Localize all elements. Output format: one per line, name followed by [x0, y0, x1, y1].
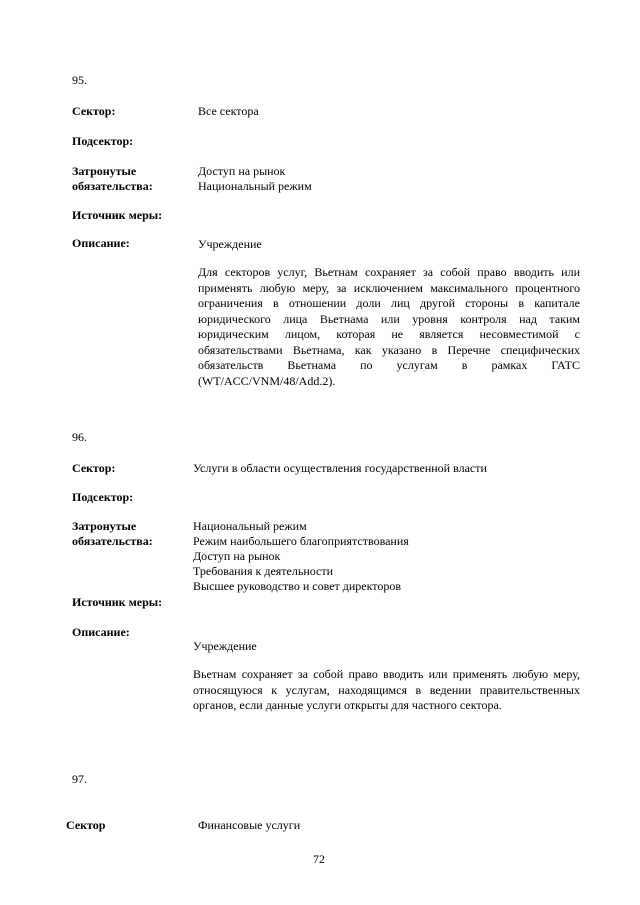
entry-number: 97. [72, 772, 87, 786]
description-label: Описание: [72, 236, 130, 250]
obligations-list [193, 519, 409, 594]
obligation-item: Национальный режим [193, 519, 307, 533]
obligation-item: Доступ на рынок [193, 549, 281, 563]
sector-label: Сектор: [72, 104, 116, 118]
sector-label: Сектор: [72, 461, 116, 475]
sector-value: Все сектора [198, 104, 259, 118]
description-text: Вьетнам сохраняет за собой право вводить или применять любую меру, относящуюся к услугам, находящимся в ведении правительственных органов, если данные услуги открыты для частного сектора. [193, 667, 580, 712]
description-title: Учреждение [198, 237, 262, 251]
obligation-item: Высшее руководство и совет директоров [193, 579, 402, 593]
description-label: Описание: [72, 625, 130, 639]
sector-label: Сектор [66, 818, 106, 832]
source-label: Источник меры: [72, 208, 163, 222]
source-label: Источник меры: [72, 595, 163, 609]
obligation-item: Доступ на рынок [198, 164, 286, 178]
subsector-label: Подсектор: [72, 134, 134, 148]
obligation-item: Национальный режим [198, 179, 312, 193]
sector-value: Услуги в области осуществления государственной власти [193, 461, 487, 475]
obligation-item: Режим наибольшего благоприятствования [193, 534, 409, 548]
obligations-list [198, 164, 312, 194]
obligation-item: Требования к деятельности [193, 564, 334, 578]
sector-value: Финансовые услуги [198, 818, 301, 832]
entry-number: 95. [72, 73, 87, 87]
description-text: Для секторов услуг, Вьетнам сохраняет за собой право вводить или применять любую меру, за исключением максимального процентного ограничения в отношении доли лиц другой стороны в капитале юридического лица Вьетнама или уровня контроля над таким юридическим лицом, которая не является несовместимой с обязательствами Вьетнама, как указано в Перечне специфических обязательств Вьетнама по услугам в рамках ГАТС (WT/ACC/VNM/48/Add.2). [198, 265, 580, 388]
subsector-label: Подсектор: [72, 490, 134, 504]
obligations-label: Затронутые обязательства: [72, 164, 153, 193]
description-title: Учреждение [193, 639, 257, 653]
entry-number: 96. [72, 430, 87, 444]
obligations-label: Затронутые обязательства: [72, 519, 153, 548]
page-number: 72 [313, 852, 325, 866]
